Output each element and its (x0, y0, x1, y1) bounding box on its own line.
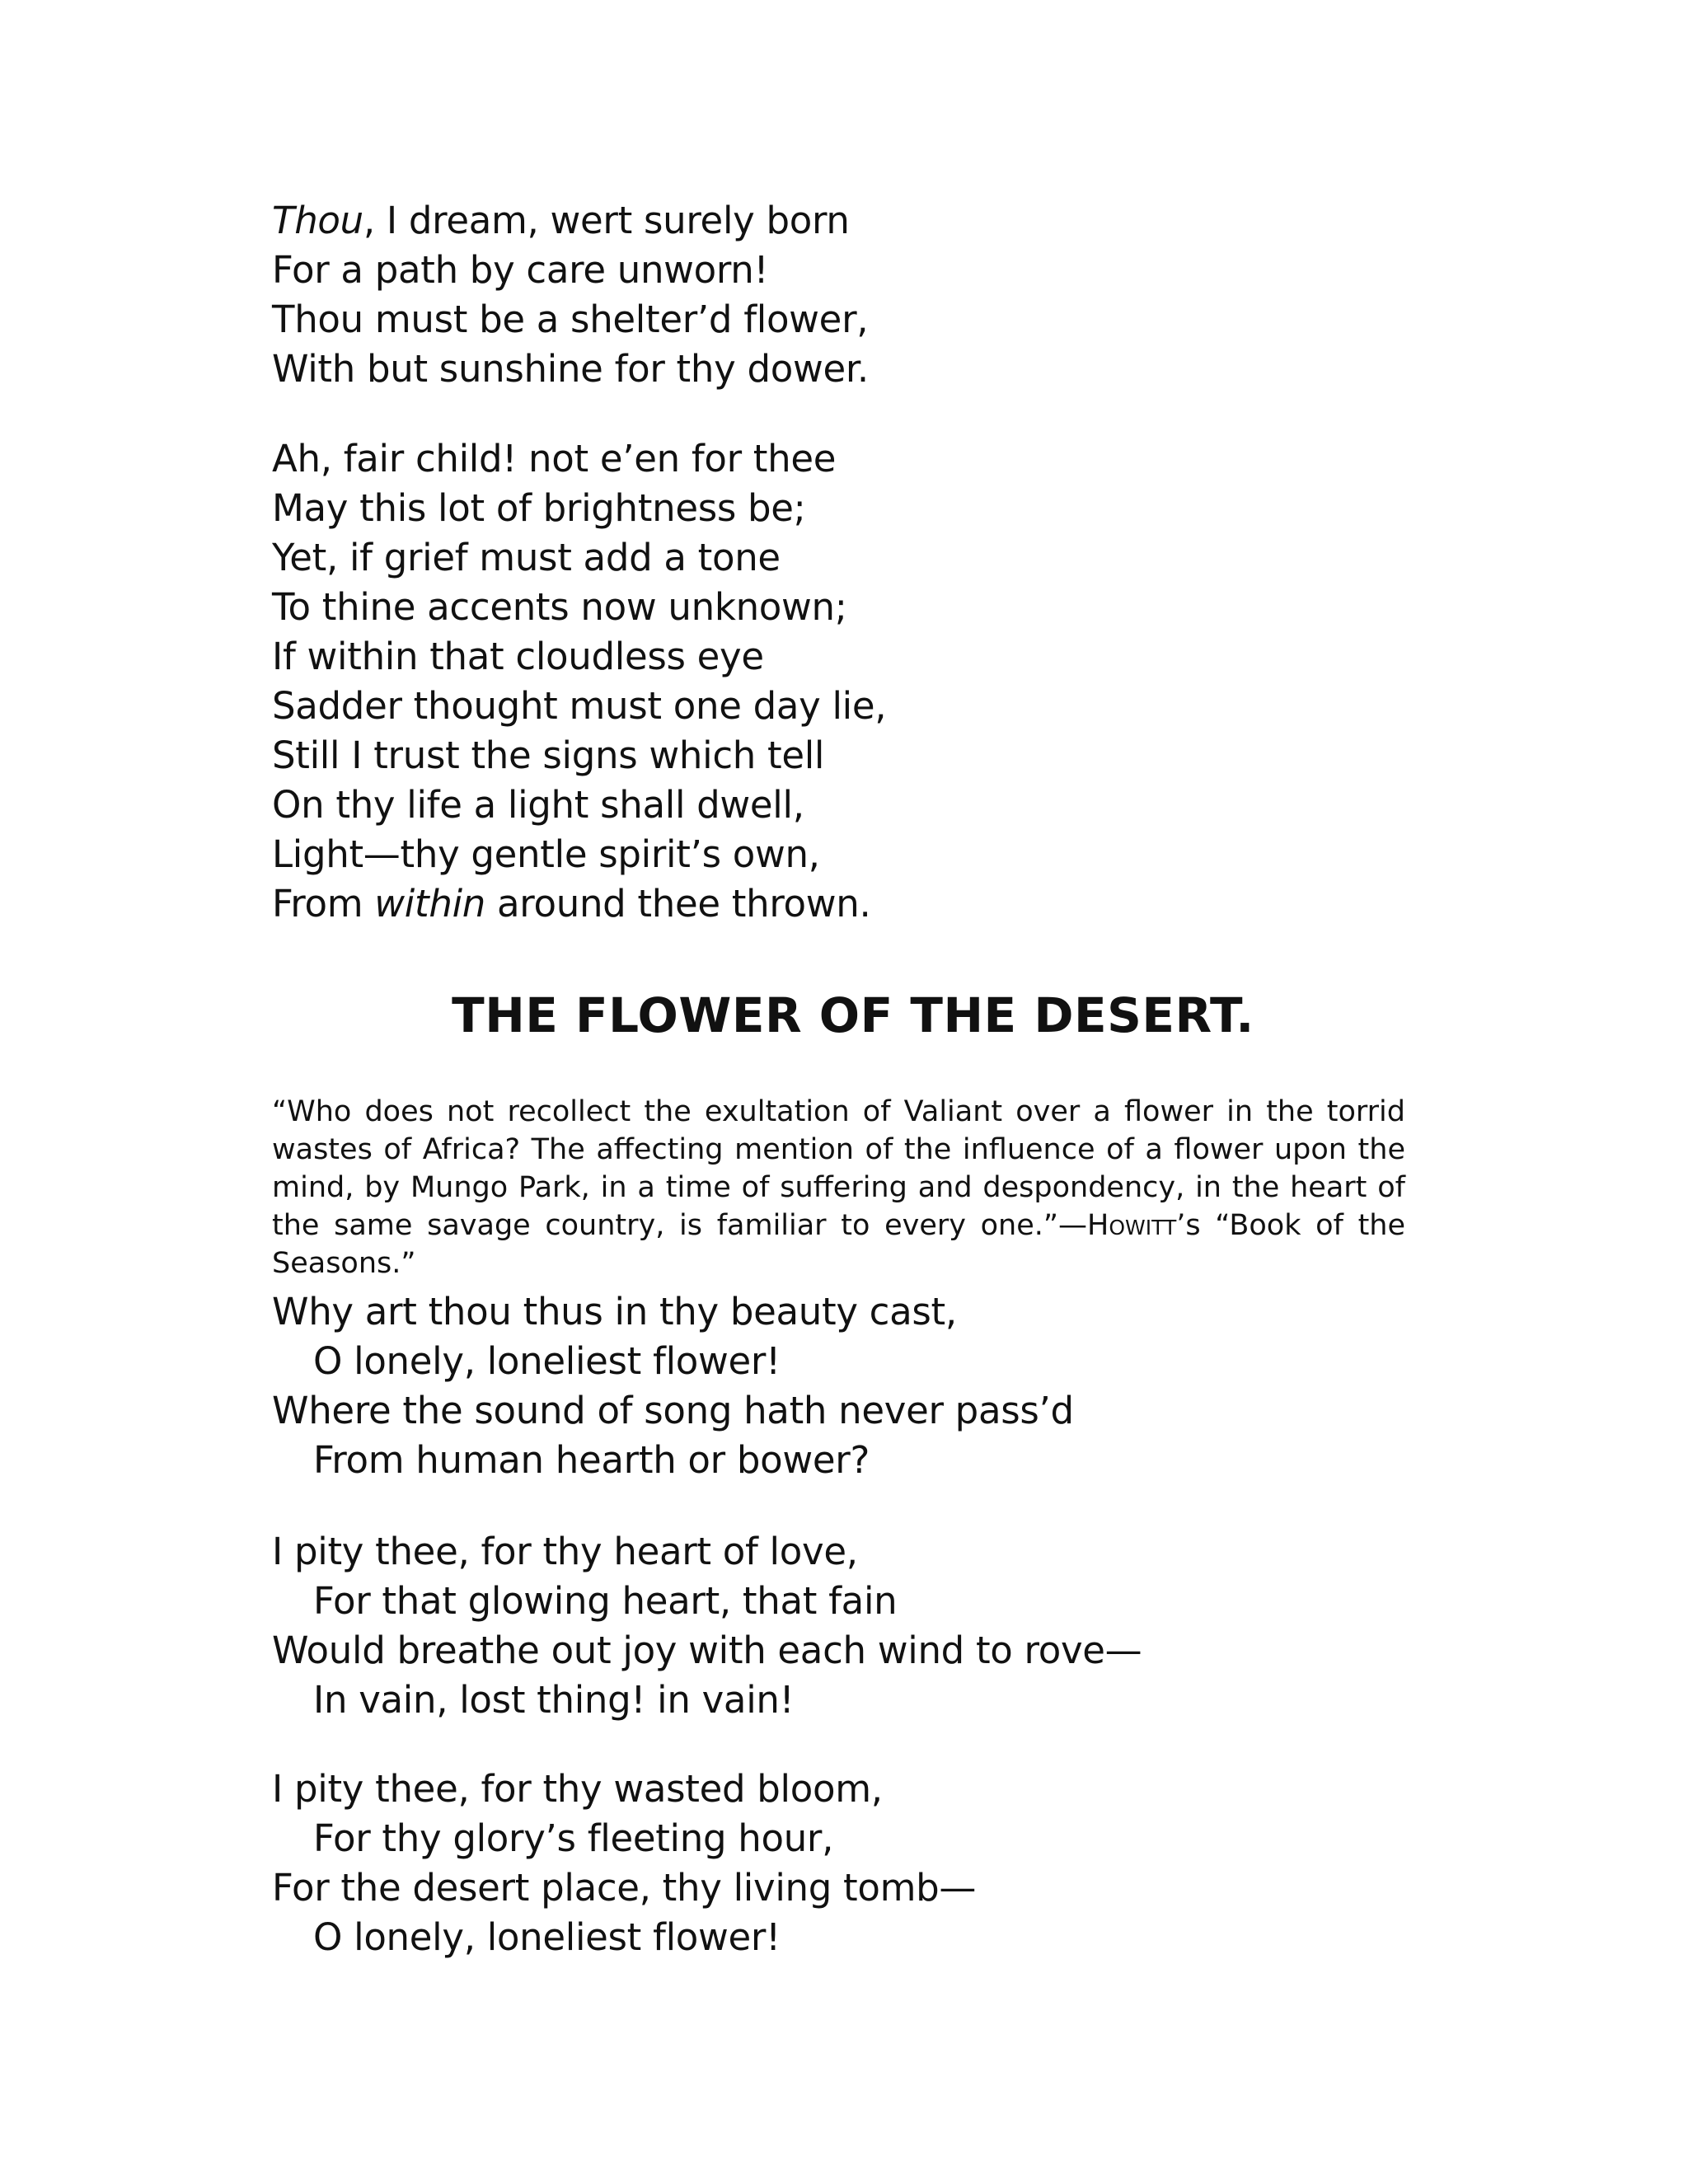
poem-line: May this lot of brightness be; (272, 486, 806, 530)
poem-line: With but sunshine for thy dower. (272, 347, 869, 391)
poem-line: Ah, fair child! not e’en for thee (272, 437, 837, 480)
poem-line: On thy life a light shall dwell, (272, 783, 804, 827)
poem-line: If within that cloudless eye (272, 635, 764, 678)
poem-title-text: THE FLOWER OF THE DESERT. (452, 987, 1254, 1043)
epigraph-source: ’s “Book of the Seasons.” (272, 1209, 1406, 1280)
line-text: From (272, 882, 375, 926)
poem-line: Thou must be a shelter’d flower, (272, 298, 869, 341)
stanza-2 (272, 434, 886, 929)
poem-line: Where the sound of song hath never pass’d (272, 1389, 1074, 1432)
epigraph (272, 1093, 1405, 1282)
poem-line: I pity thee, for thy heart of love, (272, 1530, 858, 1573)
poem-line: Yet, if grief must add a tone (272, 536, 781, 579)
poem-line: Sadder thought must one day lie, (272, 684, 887, 728)
emphasis-text: within (374, 882, 485, 926)
poem-title (0, 982, 1688, 1048)
poem-line: To thine accents now unknown; (272, 585, 847, 629)
poem-line-indented: O lonely, loneliest flower! (313, 1915, 781, 1959)
poem-line-indented: For thy glory’s fleeting hour, (313, 1816, 834, 1860)
poem-line (272, 196, 869, 246)
poem-line: Would breathe out joy with each wind to rove— (272, 1629, 1142, 1672)
poem-line-indented: From human hearth or bower? (313, 1438, 870, 1482)
stanza-1 (272, 196, 869, 394)
epigraph-author: Howitt (1087, 1209, 1177, 1242)
line-text: around thee thrown. (485, 882, 871, 926)
line-text: , I dream, wert surely born (363, 199, 850, 242)
poem-line-indented: O lonely, loneliest flower! (313, 1339, 781, 1383)
poem-line: For a path by care unworn! (272, 248, 769, 292)
poem-line: Why art thou thus in thy beauty cast, (272, 1290, 957, 1333)
poem-line: For the desert place, thy living tomb— (272, 1866, 977, 1910)
poem-line: Light—thy gentle spirit’s own, (272, 832, 820, 876)
stanza-5 (272, 1765, 976, 1962)
poem-line: I pity thee, for thy wasted bloom, (272, 1767, 883, 1811)
stanza-3 (272, 1287, 1074, 1485)
epigraph-text: “Who does not recollect the exultation of Valiant over a flower in the torrid wastes of Africa? The affecting mention of the influence of a flower upon the mind, by Mungo Park, in a time of suffering and despondency, in the heart of the same savage country, is familiar to every one.”— (272, 1095, 1405, 1242)
poem-line-indented: In vain, lost thing! in vain! (313, 1678, 795, 1722)
poem-line: Still I trust the signs which tell (272, 733, 825, 777)
poem-line (272, 879, 886, 929)
poem-line-indented: For that glowing heart, that fain (313, 1579, 898, 1623)
emphasis-text: Thou (272, 199, 363, 242)
stanza-4 (272, 1527, 1142, 1725)
